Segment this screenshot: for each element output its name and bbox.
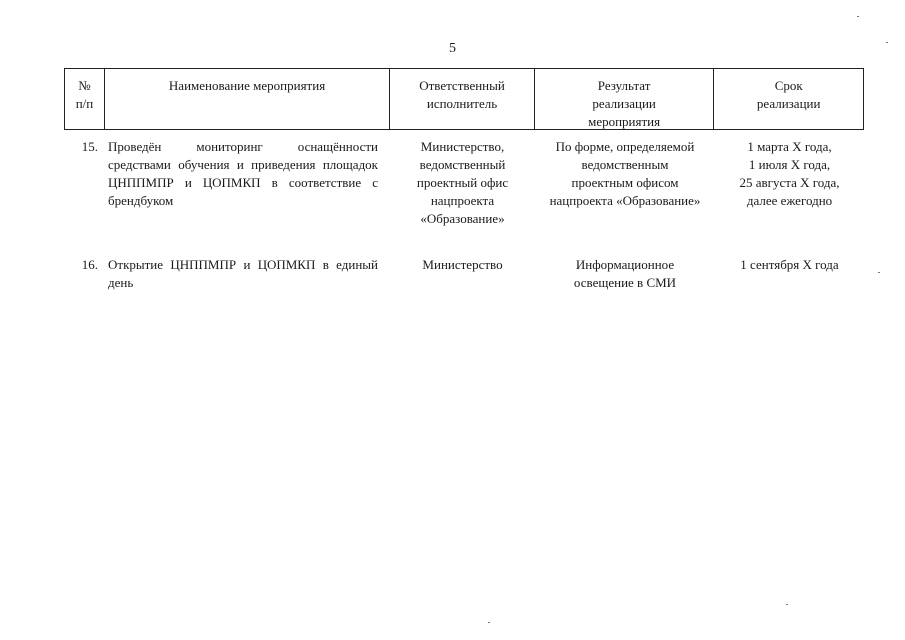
row-result <box>535 138 715 228</box>
executor-line: ведомственный <box>419 157 506 172</box>
executor-line: Министерство, <box>420 139 505 154</box>
row-activity-name: Проведён мониторинг оснащённости средствами обучения и приведения площадок ЦНППМПР и ЦОПМКП в соответствие с брендбуком <box>108 139 378 208</box>
row-result <box>535 256 715 292</box>
deadline-line: 1 сентября X года <box>740 257 839 272</box>
row-number: 16. <box>81 257 98 272</box>
deadline-line: 1 июля X года, <box>748 157 831 172</box>
table-row <box>64 256 864 292</box>
header-line: исполнитель <box>426 96 498 111</box>
executor-line: нацпроекта <box>430 193 495 208</box>
result-line: ведомственным <box>581 157 669 172</box>
deadline-line: 25 августа X года, <box>739 175 840 190</box>
scan-speck <box>488 622 490 623</box>
header-deadline <box>714 69 863 129</box>
executor-line: Министерство <box>422 257 503 272</box>
header-line: реализации <box>756 96 821 111</box>
header-line: Наименование мероприятия <box>168 78 326 93</box>
header-line: № <box>78 78 91 93</box>
header-line: реализации <box>592 96 656 111</box>
row-deadline <box>715 256 864 292</box>
header-line: мероприятия <box>588 114 661 129</box>
header-line: Ответственный <box>419 78 505 93</box>
result-line: проектным офисом <box>571 175 679 190</box>
executor-line: проектный офис <box>416 175 509 190</box>
result-line: По форме, определяемой <box>555 139 695 154</box>
deadline-line: далее ежегодно <box>746 193 833 208</box>
row-activity-name: Открытие ЦНППМПР и ЦОПМКП в единый день <box>108 257 378 290</box>
scan-speck <box>878 272 880 273</box>
row-executor <box>390 256 535 292</box>
row-deadline <box>715 138 864 228</box>
table-header <box>64 68 864 130</box>
header-number <box>65 69 105 129</box>
header-executor <box>390 69 535 129</box>
row-number: 15. <box>81 139 98 154</box>
scan-speck <box>857 16 859 17</box>
header-line: Срок <box>774 78 803 93</box>
executor-line: «Образование» <box>420 211 505 226</box>
page-number: 5 <box>449 41 456 56</box>
result-line: нацпроекта «Образование» <box>549 193 701 208</box>
scan-speck <box>886 42 888 43</box>
header-result <box>535 69 715 129</box>
header-name <box>105 69 390 129</box>
result-line: Информационное <box>575 257 675 272</box>
header-line: п/п <box>75 96 94 111</box>
deadline-line: 1 марта X года, <box>747 139 832 154</box>
header-line: Результат <box>597 78 651 93</box>
scan-speck <box>786 604 788 605</box>
row-executor <box>390 138 535 228</box>
result-line: освещение в СМИ <box>573 275 677 290</box>
table-row <box>64 138 864 228</box>
